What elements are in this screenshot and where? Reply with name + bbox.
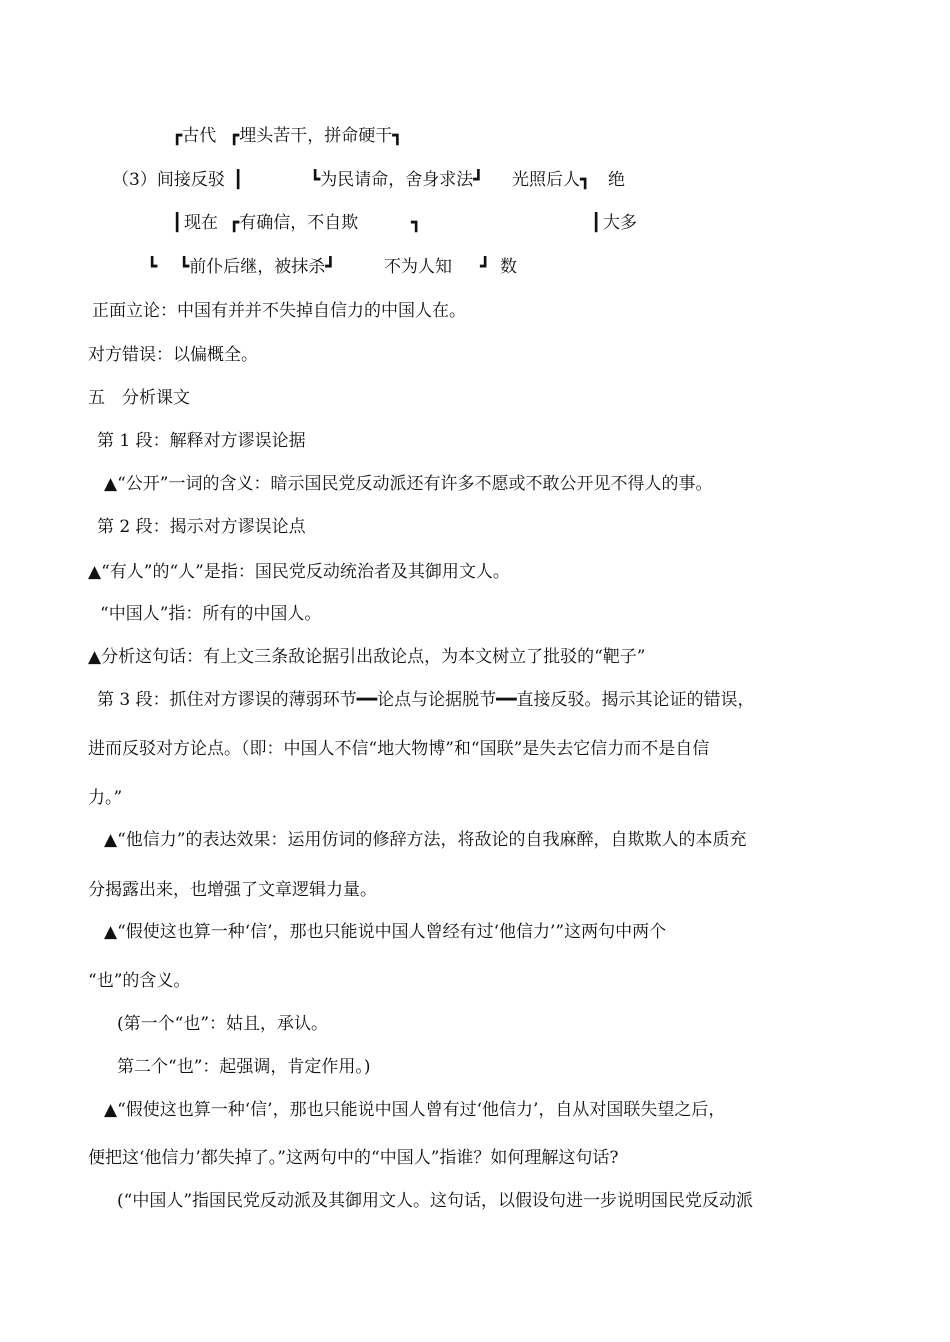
answer-text: (“中国人”指国民党反动派及其御用文人。这句话，以假设句进一步说明国民党反动派 bbox=[117, 1191, 754, 1211]
paragraph-3-note: ▲“他信力”的表达效果：运用仿词的修辞方法，将敌论的自我麻醉，自欺欺人的本质充 bbox=[104, 830, 747, 850]
diagram-confident: ┏有确信，不自欺 bbox=[229, 213, 359, 233]
diagram-bar: ┃ bbox=[233, 170, 244, 190]
paragraph-2-heading: 第 2 段：揭示对方谬误论点 bbox=[97, 517, 306, 537]
diagram-absolute: 绝 bbox=[608, 170, 625, 190]
answer-text: 第二个“也”：起强调，肯定作用。) bbox=[117, 1057, 371, 1077]
diagram-illuminate: 光照后人┓ bbox=[512, 170, 591, 190]
paragraph-3-note: 分揭露出来，也增强了文章逻辑力量。 bbox=[88, 880, 377, 900]
paragraph-3-note: “也”的含义。 bbox=[88, 971, 191, 991]
answer-text: (第一个“也”：姑且，承认。 bbox=[117, 1014, 329, 1034]
diagram-indirect-refute: （3）间接反驳 bbox=[112, 170, 225, 190]
opponent-error: 对方错误：以偏概全。 bbox=[88, 345, 258, 365]
paragraph-2-note: ▲“有人”的“人”是指：国民党反动统治者及其御用文人。 bbox=[88, 562, 510, 582]
diagram-martyrs: ┗前仆后继，被抹杀┛ bbox=[179, 257, 336, 277]
diagram-now: 现在 bbox=[184, 213, 218, 233]
paragraph-3-note: 便把这‘他信力’都失掉了。”这两句中的“中国人”指谁？如何理解这句话? bbox=[88, 1148, 619, 1168]
diagram-bar: ┃ bbox=[591, 213, 602, 233]
paragraph-3-heading: 第 3 段：抓住对方谬误的薄弱环节━━论点与论据脱节━━直接反驳。揭示其论证的错误， bbox=[97, 690, 755, 710]
diagram-ancient: ┏古代 bbox=[172, 126, 217, 146]
diagram-plead: ┗为民请命，舍身求法┛ bbox=[310, 170, 484, 190]
paragraph-1-heading: 第 1 段：解释对方谬误论据 bbox=[97, 431, 306, 451]
diagram-majority: 大多 bbox=[603, 213, 637, 233]
paragraph-1-note: ▲“公开”一词的含义：暗示国民党反动派还有许多不愿或不敢公开见不得人的事。 bbox=[104, 474, 713, 494]
paragraph-3-note: ▲“假使这也算一种‘信’，那也只能说中国人曾经有过‘他信力’”这两句中两个 bbox=[104, 922, 667, 942]
section-heading: 五 分析课文 bbox=[88, 388, 190, 408]
diagram-unknown: 不为人知 bbox=[384, 257, 452, 277]
diagram-number: 数 bbox=[500, 257, 517, 277]
paragraph-2-note: “中国人”指：所有的中国人。 bbox=[100, 604, 322, 624]
diagram-bracket: ┗ bbox=[147, 257, 158, 277]
diagram-hardwork: ┏埋头苦干，拼命硬干┓ bbox=[229, 126, 403, 146]
paragraph-3-note: ▲“假使这也算一种‘信’，那也只能说中国人曾有过‘他信力’，自从对国联失望之后， bbox=[104, 1100, 726, 1120]
paragraph-2-note: ▲分析这句话：有上文三条敌论据引出敌论点，为本文树立了批驳的“靶子” bbox=[88, 647, 646, 667]
paragraph-3-text: 力。” bbox=[88, 788, 123, 808]
diagram-bracket: ┛ bbox=[480, 257, 491, 277]
paragraph-3-text: 进而反驳对方论点。（即：中国人不信“地大物博”和“国联”是失去它信力而不是自信 bbox=[88, 739, 710, 759]
diagram-bracket: ┓ bbox=[411, 213, 422, 233]
positive-argument: 正面立论：中国有并并不失掉自信力的中国人在。 bbox=[92, 301, 466, 321]
diagram-bar: ┃ bbox=[172, 213, 183, 233]
